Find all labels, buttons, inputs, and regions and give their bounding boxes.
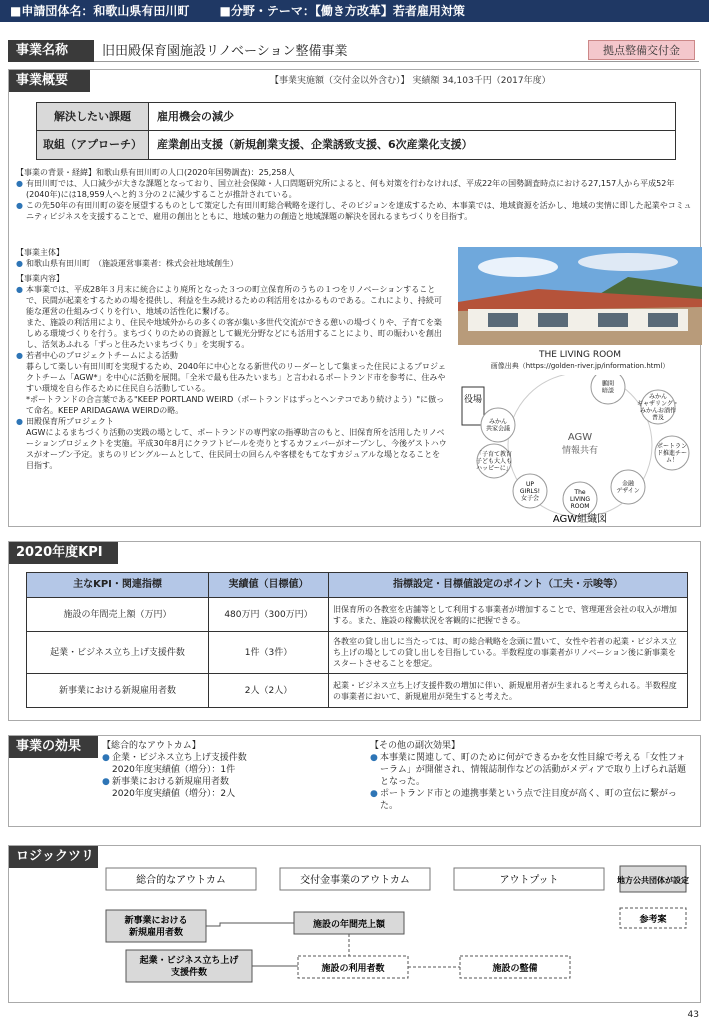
effect-l1-value: 2020年度実績値（増分）：1件	[112, 765, 236, 775]
kpi-row	[27, 631, 687, 673]
col-output: アウトプット	[499, 875, 559, 886]
project-name-row	[94, 38, 699, 62]
living-room-photo	[458, 247, 702, 345]
effect-r2: ポートランド市との連携事業という点で注目度が高く、町の宣伝に繋がった。	[380, 789, 677, 811]
kpi-value: 2人（2人）	[209, 674, 329, 707]
grant-badge: 拠点整備交付金	[588, 40, 695, 60]
col-grant-outcome: 交付金事業のアウトカム	[300, 875, 410, 886]
content-3: 暮らして楽しい有田川町を実現するため、2040年に中心となる新世代のリーダーとして集まった住民によるプロジェクトチーム「AGW*」を中心に活動を展開。「全米で最も住みたいまち」と言われるポートランド市を参考に、住みやすい環境を自ら作るために住民自ら活動している。	[26, 362, 446, 393]
applicant-name: ■申請団体名：和歌山県有田川町	[10, 4, 190, 18]
bullet-icon: ●	[370, 753, 378, 763]
project-name: 旧田殿保育園施設リノベーション整備事業	[102, 44, 348, 59]
col-overall-outcome: 総合的なアウトカム	[136, 875, 226, 886]
photo-caption: THE LIVING ROOM	[538, 350, 622, 360]
project-cost: 【事業実施額（交付金以外含む）】 実績額 34,103千円（2017年度）	[270, 76, 551, 86]
kpi-col-point: 指標設定・目標値設定のポイント（工夫・示唆等）	[329, 573, 687, 597]
issue-value: 雇用機会の減少	[149, 103, 675, 131]
approach-value: 産業創出支援（新規創業支援、企業誘致支援、6次産業化支援）	[157, 138, 473, 151]
bullet-icon: ●	[102, 777, 110, 787]
bullet-icon: ●	[16, 285, 23, 294]
kpi-table	[26, 572, 688, 708]
kpi-header-row	[27, 573, 687, 597]
legend-set-by-gov: 地方公共団体が設定	[617, 876, 689, 885]
legend-reference: 参考案	[639, 915, 667, 925]
building-photo-illustration	[458, 247, 702, 345]
effect-r1: 本事業に関連して、町のために何ができるかを女性目線で考える「女性フォーラム」が開催され、情報誌制作などの活動がメディアで取り上げられ話題となった。	[380, 753, 687, 787]
bullet-icon: ●	[16, 259, 23, 268]
effect-left	[102, 740, 352, 800]
content-block	[16, 247, 448, 471]
logic-label: ロジックツリー	[8, 846, 98, 868]
content-3-title: 若者中心のプロジェクトチームによる活動	[26, 351, 178, 360]
effect-label: 事業の効果	[8, 736, 98, 758]
bullet-icon: ●	[16, 201, 23, 210]
agw-node-n7: 「子育て教育子ども大人もハッピーに」	[475, 451, 513, 472]
photo-source: 画像出典（https://golden-river.jp/information.html）	[490, 362, 670, 370]
content-title: 【事業内容】	[16, 274, 64, 283]
bullet-icon: ●	[16, 417, 23, 426]
kpi-value: 1件（3件）	[209, 632, 329, 673]
page-number: 43	[687, 1010, 699, 1020]
agw-center-sub: 情報共有	[561, 446, 599, 456]
content-2: また、施設の利活用により、住民や地域外からの多くの客が集い多世代交流ができる憩いの場づくりや、子育てを楽しめる環境づくりを行う。まちづくりのための資源として観光分野などにも活用することにより、町の賑わいを創出し、活気あふれる「ずっと住みたいまちづくり」を実現する。	[26, 318, 442, 349]
agw-node-n6: UP GIRLS!女子会	[519, 481, 541, 502]
agw-node-n8: みかん共家会議	[485, 418, 511, 433]
kpi-name: 施設の年間売上額（万円）	[27, 598, 209, 631]
node-startup-support-l2: 支援件数	[170, 968, 208, 978]
effect-right-title: 【その他の副次効果】	[370, 741, 461, 751]
kpi-row	[27, 673, 687, 707]
agw-node-n5: The LIVING ROOM	[569, 489, 591, 510]
bullet-icon: ●	[370, 789, 378, 799]
kpi-col-indicator: 主なKPI・関連指標	[27, 573, 209, 597]
effect-l2: 新事業における新規雇用者数	[112, 777, 230, 787]
agw-node-n4: 金融デザイン	[616, 480, 640, 495]
kpi-label: 2020年度KPI	[8, 542, 118, 564]
agw-center: AGW	[567, 432, 593, 443]
issue-label: 解決したい課題	[37, 103, 149, 131]
node-annual-sales: 施設の年間売上額	[312, 920, 386, 930]
content-4: AGWによるまちづくり活動の実践の場として、ポートランドの専門家の指導助言のもと、旧保育所を活用したリノベーションプロジェクトを実施。平成30年8月にクラフトビールを売りとするカフェバーがオープンし、今後ゲストハウスがオープン予定。まちのリビングルームとして、住民同士の回らんや客様をもてなすカジュアルな場となることを目指す。	[26, 428, 447, 470]
bullet-icon: ●	[102, 753, 110, 763]
project-name-label: 事業名称	[8, 40, 94, 62]
node-facility-maintenance: 施設の整備	[492, 964, 538, 974]
agw-node-n2: みかんギャザリング・みかんお酒作普及	[637, 393, 679, 422]
logic-tree-diagram	[90, 862, 700, 992]
org-chart-caption: AGW組織図	[552, 514, 608, 525]
agw-node-n3: ポートランド推進チーム！	[656, 443, 688, 464]
field-theme: ■分野・テーマ：【働き方改革】若者雇用対策	[219, 4, 465, 18]
operator: 和歌山県有田川町 （施設運営事業者：株式会社地域創生）	[26, 259, 238, 268]
node-new-hires-l1: 新事業における	[124, 916, 188, 926]
kpi-note: 起業・ビジネス立ち上げ支援件数の増加に伴い、新規雇用者が生まれると考えられる。半数程度の事業者において、新規雇用が発生すると考えた。	[333, 680, 677, 701]
kpi-col-value: 実績値（目標値）	[209, 573, 329, 597]
node-new-hires-l2: 新規雇用者数	[128, 928, 184, 938]
issue-table	[36, 102, 676, 160]
background-title: 【事業の背景・経緯】和歌山県有田川町の人口(2020年国勢調査)：25,258人	[16, 168, 295, 177]
kpi-note: 各教室の貸し出しに当たっては、町の総合戦略を念頭に置いて、女性や若者の起業・ビジネス立ち上げの場としての貸し出しを目指している。半数程度の事業者がリノベーション後に新事業をスタートさせることを想定。	[333, 637, 677, 668]
content-4-title: 田殿保育所プロジェクト	[26, 417, 114, 426]
node-facility-users: 施設の利用者数	[321, 964, 385, 974]
kpi-row	[27, 597, 687, 631]
background-1: 有田川町では、人口減少が大きな課題となっており、国立社会保障・人口問題研究所によると、何も対策を行わなければ、平成22年の国勢調査時点における27,157人から平成52年(2040年)には18,959人へと約３分の２に減少することが推計されている。	[26, 179, 675, 199]
content-3-note: *ポートランドの合言葉である"KEEP PORTLAND WEIRD（ポートランドはずっとヘンテコであり続けよう）"に倣って命名。KEEP ARIDAGAWA WEIRDの略。	[26, 395, 445, 415]
content-1: 本事業では、平成28年３月末に統合により廃所となった３つの町立保育所のうちの１つをリノベーションすることで、民間が起業をするための場を提供し、利益を生み続けるための利活用をはかるものである。これにより、持続可能な運営の仕組みづくりを行い、地域の活性化に繋げる。	[26, 285, 442, 316]
header-bar	[0, 0, 709, 22]
background-2: この先50年の有田川町の姿を展望するものとして策定した有田川町総合戦略を遂行し、そのビジョンを達成するため、本事業では、地域資源を活かし、地域の実情に即した起業やコミュニティビジネスを支援することで、雇用の創出とともに、地域の魅力の創造と地域課題の解決を図れるまちづくりを目指す。	[26, 201, 692, 221]
background-block	[16, 167, 696, 222]
kpi-name: 新事業における新規雇用者数	[27, 674, 209, 707]
agw-org-chart	[458, 375, 702, 525]
yakuba-label: 役場	[463, 395, 483, 405]
approach-label: 取組（アプローチ）	[37, 131, 149, 159]
agw-node-n1: 鵬間暗談	[601, 380, 615, 395]
node-startup-support-l1: 起業・ビジネス立ち上げ	[139, 956, 239, 966]
kpi-name: 起業・ビジネス立ち上げ支援件数	[27, 632, 209, 673]
effect-left-title: 【総合的なアウトカム】	[102, 741, 201, 751]
effect-right	[370, 740, 690, 812]
overview-label: 事業概要	[8, 70, 90, 92]
body-title: 【事業主体】	[16, 248, 64, 257]
effect-l1: 企業・ビジネス立ち上げ支援件数	[112, 753, 247, 763]
effect-l2-value: 2020年度実績値（増分）：2人	[112, 789, 236, 799]
bullet-icon: ●	[16, 351, 23, 360]
kpi-value: 480万円（300万円）	[209, 598, 329, 631]
kpi-note: 旧保育所の各教室を店舗等として利用する事業者が増加することで、管理運営会社の収入が増加する。また、施設の稼働状況を客観的に把握できる。	[333, 604, 677, 625]
bullet-icon: ●	[16, 179, 23, 188]
